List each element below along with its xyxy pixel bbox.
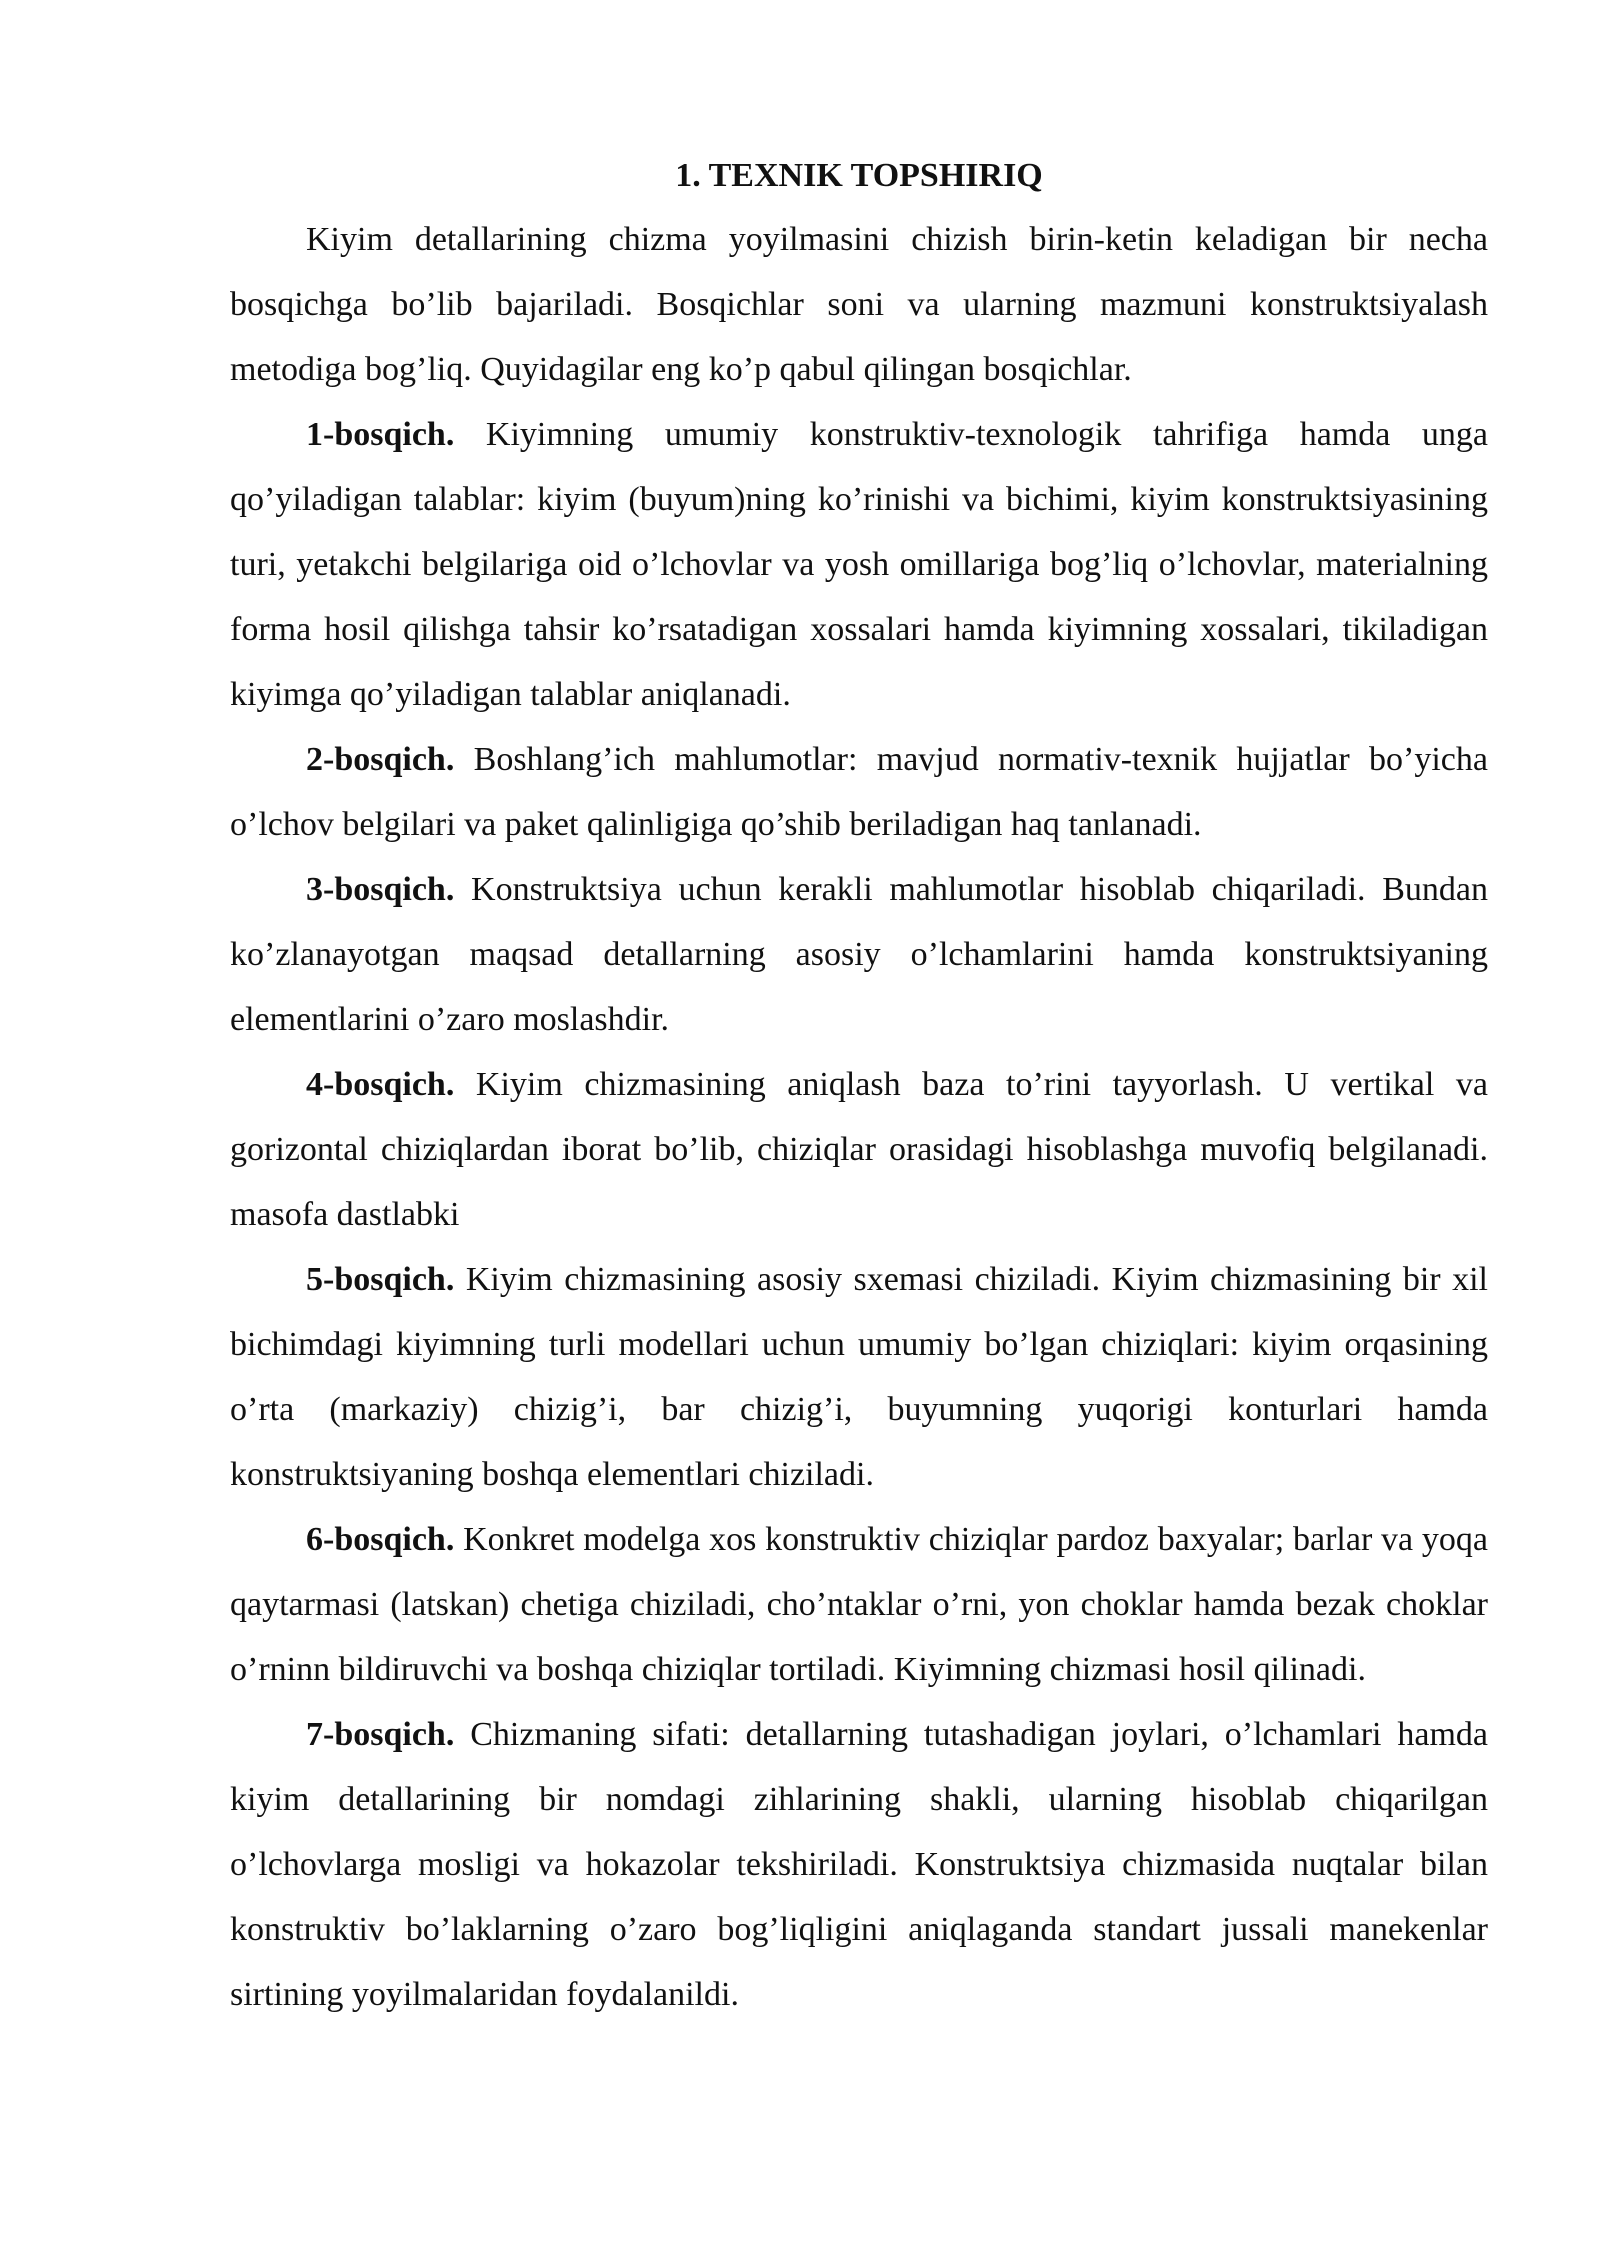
step-1-paragraph	[230, 402, 1488, 727]
step-5-label: 5-bosqich.	[306, 1261, 455, 1298]
step-4-label: 4-bosqich.	[306, 1066, 455, 1103]
intro-paragraph: Kiyim detallarining chizma yoyilmasini chizish birin-ketin keladigan bir necha bosqichga bo’lib bajariladi. Bosqichlar soni va ularning mazmuni konstruktsiyalash metodiga bog’liq. Quyidagilar eng ko’p qabul qilingan bosqichlar.	[230, 221, 1488, 388]
step-2-paragraph	[230, 727, 1488, 857]
step-3-text: Konstruktsiya uchun kerakli mahlumotlar hisoblab chiqariladi. Bundan ko’zlanayotgan maqsad detallarning asosiy o’lchamlarini hamda konstruktsiyaning elementlarini o’zaro moslashdir.	[230, 871, 1488, 1038]
step-4-paragraph	[230, 1052, 1488, 1247]
step-3-paragraph	[230, 857, 1488, 1052]
step-5-text: Kiyim chizmasining asosiy sxemasi chiziladi. Kiyim chizmasining bir xil bichimdagi kiyimning turli modellari uchun umumiy bo’lgan chiziqlari: kiyim orqasining o’rta (markaziy) chizig’i, bar chizig’i, buyumning yuqorigi konturlari hamda konstruktsiyaning boshqa elementlari chiziladi.	[230, 1261, 1488, 1493]
step-5-paragraph	[230, 1247, 1488, 1507]
step-2-text: Boshlang’ich mahlumotlar: mavjud normativ-texnik hujjatlar bo’yicha o’lchov belgilari va paket qalinligiga qo’shib beriladigan haq tanlanadi.	[230, 741, 1488, 843]
document-body	[230, 145, 1488, 2027]
step-7-label: 7-bosqich.	[306, 1716, 455, 1753]
step-1-text: Kiyimning umumiy konstruktiv-texnologik tahrifiga hamda unga qo’yiladigan talablar: kiyim (buyum)ning ko’rinishi va bichimi, kiyim konstruktsiyasining turi, yetakchi belgilariga oid o’lchovlar va yosh omillariga bog’liq o’lchovlar, materialning forma hosil qilishga tahsir ko’rsatadigan xossalari hamda kiyimning xossalari, tikiladigan kiyimga qo’yiladigan talablar aniqlanadi.	[230, 416, 1488, 713]
step-7-text: Chizmaning sifati: detallarning tutashadigan joylari, o’lchamlari hamda kiyim detallarining bir nomdagi zihlarining shakli, ularning hisoblab chiqarilgan o’lchovlarga mosligi va hokazolar tekshiriladi. Konstruktsiya chizmasida nuqtalar bilan konstruktiv bo’laklarning o’zaro bog’liqligini aniqlaganda standart jussali manekenlar sirtining yoyilmalaridan foydalanildi.	[230, 1716, 1488, 2013]
step-6-text: Konkret modelga xos konstruktiv chiziqlar pardoz baxyalar; barlar va yoqa qaytarmasi (latskan) chetiga chiziladi, cho’ntaklar o’rni, yon choklar hamda bezak choklar o’rninn bildiruvchi va boshqa chiziqlar tortiladi. Kiyimning chizmasi hosil qilinadi.	[230, 1521, 1488, 1688]
step-1-label: 1-bosqich.	[306, 416, 455, 453]
step-4-text: Kiyim chizmasining aniqlash baza to’rini tayyorlash. U vertikal va gorizontal chiziqlardan iborat bo’lib, chiziqlar orasidagi hisoblashga muvofiq belgilanadi. masofa dastlabki	[230, 1066, 1488, 1233]
page-title: 1. TEXNIK TOPSHIRIQ	[675, 157, 1043, 194]
step-6-paragraph	[230, 1507, 1488, 1702]
step-2-label: 2-bosqich.	[306, 741, 455, 778]
step-7-paragraph	[230, 1702, 1488, 2027]
step-3-label: 3-bosqich.	[306, 871, 455, 908]
step-6-label: 6-bosqich.	[306, 1521, 455, 1558]
